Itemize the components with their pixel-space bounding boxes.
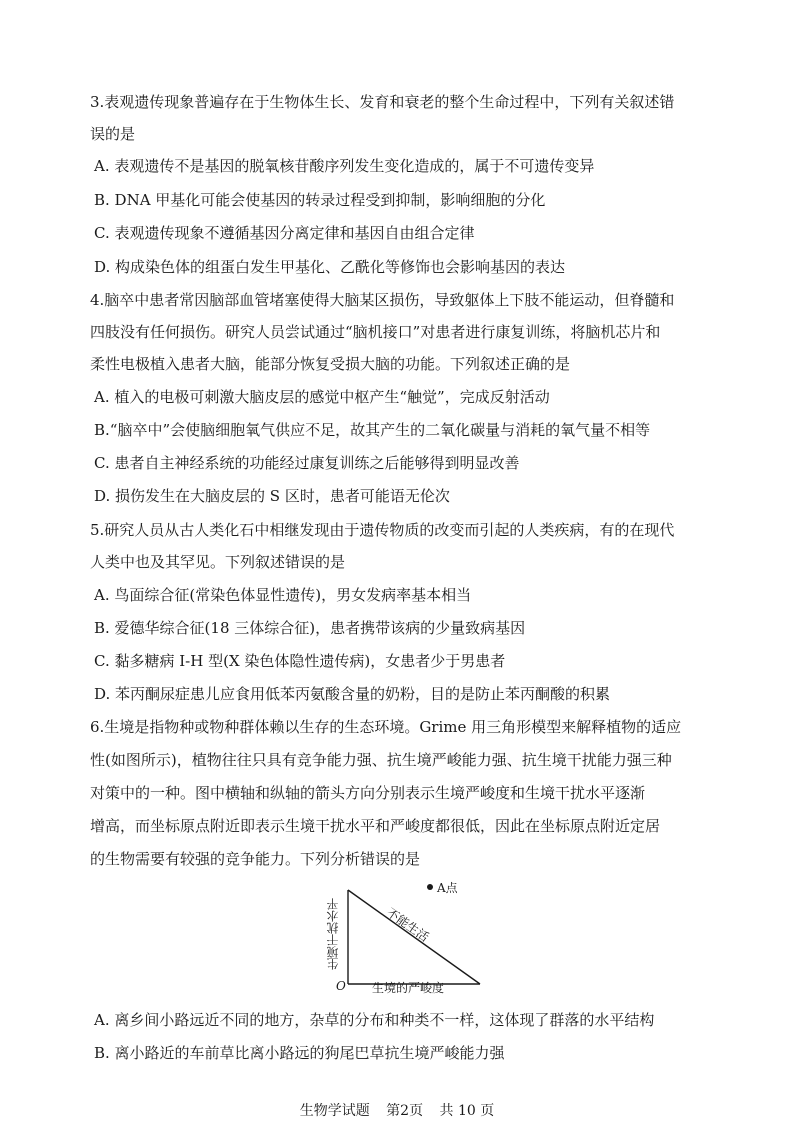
q3-option-d: D. 构成染色体的组蛋白发生甲基化、乙酰化等修饰也会影响基因的表达: [94, 258, 566, 276]
q6-stem-line1: 6.生境是指物种或物种群体赖以生存的生态环境。Grime 用三角形模型来解释植物的适应: [90, 718, 682, 736]
point-a-marker: [427, 884, 433, 890]
q4-option-a: A. 植入的电极可刺激大脑皮层的感觉中枢产生“触觉”，完成反射活动: [94, 388, 550, 406]
q4-option-b: B.“脑卒中”会使脑细胞氧气供应不足，故其产生的二氧化碳量与消耗的氧气量不相等: [94, 421, 651, 439]
footer-page: 第2页: [386, 1103, 424, 1119]
q6-option-b: B. 离小路近的车前草比离小路远的狗尾巴草抗生境严峻能力强: [94, 1044, 505, 1062]
q3-stem-line2: 误的是: [90, 125, 136, 143]
q6-stem-line5: 的生物需要有较强的竞争能力。下列分析错误的是: [90, 850, 421, 868]
q6-option-a: A. 离乡间小路远近不同的地方，杂草的分布和种类不一样，这体现了群落的水平结构: [94, 1011, 655, 1029]
footer-subject: 生物学试题: [299, 1103, 370, 1119]
footer-total: 共 10 页: [439, 1103, 495, 1119]
origin-label: O: [336, 979, 346, 993]
q4-option-d: D. 损伤发生在大脑皮层的 S 区时，患者可能语无伦次: [94, 487, 450, 505]
point-a-label: A点: [437, 881, 458, 895]
q5-option-c: C. 黏多糖病 I-H 型(X 染色体隐性遗传病)，女患者少于男患者: [94, 652, 506, 670]
hypotenuse-label: 不能生活: [384, 905, 432, 945]
x-axis-label: 生境的严峻度: [372, 981, 445, 995]
q3-stem-line1: 3.表观遗传现象普遍存在于生物体生长、发育和衰老的整个生命过程中，下列有关叙述错: [90, 93, 675, 111]
q6-stem-line2: 性(如图所示)，植物往往只具有竞争能力强、抗生境严峻能力强、抗生境干扰能力强三种: [90, 751, 672, 769]
q4-stem-line1: 4.脑卒中患者常因脑部血管堵塞使得大脑某区损伤，导致躯体上下肢不能运动，但脊髓和: [90, 291, 675, 309]
q5-option-d: D. 苯丙酮尿症患儿应食用低苯丙氨酸含量的奶粉，目的是防止苯丙酮酸的积累: [94, 685, 611, 703]
q5-stem-line1: 5.研究人员从古人类化石中相继发现由于遗传物质的改变而引起的人类疾病，有的在现代: [90, 521, 675, 539]
q6-stem-line4: 增高，而坐标原点附近即表示生境干扰水平和严峻度都很低，因此在坐标原点附近定居: [90, 817, 661, 835]
q3-option-c: C. 表观遗传现象不遵循基因分离定律和基因自由组合定律: [94, 224, 475, 242]
y-axis-label: 生境干扰水平: [326, 898, 340, 970]
grime-triangle-figure: [310, 876, 490, 996]
q5-option-b: B. 爱德华综合征(18 三体综合征)，患者携带该病的少量致病基因: [94, 619, 526, 637]
q5-stem-line2: 人类中也及其罕见。下列叙述错误的是: [90, 553, 346, 571]
q5-option-a: A. 鸟面综合征(常染色体显性遗传)，男女发病率基本相当: [94, 586, 472, 604]
page-footer: [0, 1100, 794, 1120]
q4-option-c: C. 患者自主神经系统的功能经过康复训练之后能够得到明显改善: [94, 454, 520, 472]
q6-stem-line3: 对策中的一种。图中横轴和纵轴的箭头方向分别表示生境严峻度和生境干扰水平逐渐: [90, 784, 646, 802]
q4-stem-line2: 四肢没有任何损伤。研究人员尝试通过“脑机接口”对患者进行康复训练，将脑机芯片和: [90, 323, 661, 341]
q3-option-a: A. 表观遗传不是基因的脱氧核苷酸序列发生变化造成的，属于不可遗传变异: [94, 157, 595, 175]
q3-option-b: B. DNA 甲基化可能会使基因的转录过程受到抑制，影响细胞的分化: [94, 191, 546, 209]
q4-stem-line3: 柔性电极植入患者大脑，能部分恢复受损大脑的功能。下列叙述正确的是: [90, 355, 571, 373]
